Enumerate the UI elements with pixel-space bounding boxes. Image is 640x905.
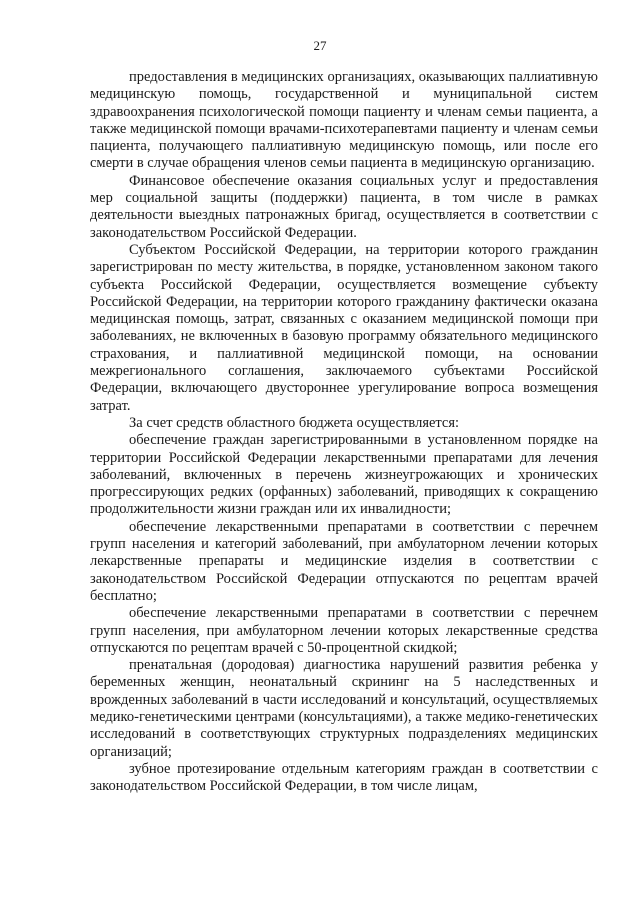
paragraph-discount-medicines: обеспечение лекарственными препаратами в соответствии с перечнем групп населения, при амбулаторном лечении которых лекарственные средства отпускаются по рецептам врачей с 50-процентной скидкой; [90, 605, 598, 656]
paragraph-orphan-diseases: обеспечение граждан зарегистрированными в установленном порядке на территории Российской Федерации лекарственными препаратами для лечения заболеваний, включенных в перечень жизнеугрожающих и хронических прогрессирующих редких (орфанных) заболеваний, приводящих к сокращению продолжительности жизни граждан или их инвалидности; [90, 432, 598, 518]
paragraph-continuation: предоставления в медицинских организациях, оказывающих паллиативную медицинскую помощь, государственной и муниципальной систем здравоохранения психологической помощи пациенту и членам семьи пациента, а также медицинской помощи врачами-психотерапевтами пациенту и членам семьи пациента, получающего паллиативную медицинскую помощь, или после его смерти в случае обращения членов семьи пациента в медицинскую организацию. [90, 69, 598, 172]
paragraph-interregional-reimbursement: Субъектом Российской Федерации, на территории которого гражданин зарегистрирован по месту жительства, в порядке, установленном законом такого субъекта Российской Федерации, осуществляется возмещение субъекту Российской Федерации, на территории которого гражданину фактически оказана медицинская помощь, затрат, связанных с оказанием медицинской помощи при заболеваниях, не включенных в базовую программу обязательного медицинского страхования, и паллиативной медицинской помощи, на основании межрегионального соглашения, заключаемого субъектами Российской Федерации, включающего двустороннее урегулирование вопроса возмещения затрат. [90, 241, 598, 414]
paragraph-prenatal-diagnostics: пренатальная (дородовая) диагностика нарушений развития ребенка у беременных женщин, неонатальный скрининг на 5 наследственных и врожденных заболеваний в части исследований и консультаций, осуществляемых медико-генетическими центрами (консультациями), а также медико-генетических исследований в соответствующих структурных подразделениях медицинских организаций; [90, 657, 598, 760]
page-number: 27 [313, 38, 327, 53]
document-body [90, 69, 598, 795]
paragraph-regional-budget-intro: За счет средств областного бюджета осуществляется: [129, 414, 460, 431]
paragraph-dental-prosthetics: зубное протезирование отдельным категориям граждан в соответствии с законодательством Российской Федерации, в том числе лицам, [90, 760, 598, 795]
paragraph-free-medicines: обеспечение лекарственными препаратами в соответствии с перечнем групп населения и категорий заболеваний, при амбулаторном лечении которых лекарственные препараты и медицинские изделия в соответствии с законодательством Российской Федерации отпускаются по рецептам врачей бесплатно; [90, 518, 598, 604]
paragraph-financing-social-services: Финансовое обеспечение оказания социальных услуг и предоставления мер социальной защиты (поддержки) пациента, в том числе в рамках деятельности выездных патронажных бригад, осуществляется в соответствии с законодательством Российской Федерации. [90, 172, 598, 241]
